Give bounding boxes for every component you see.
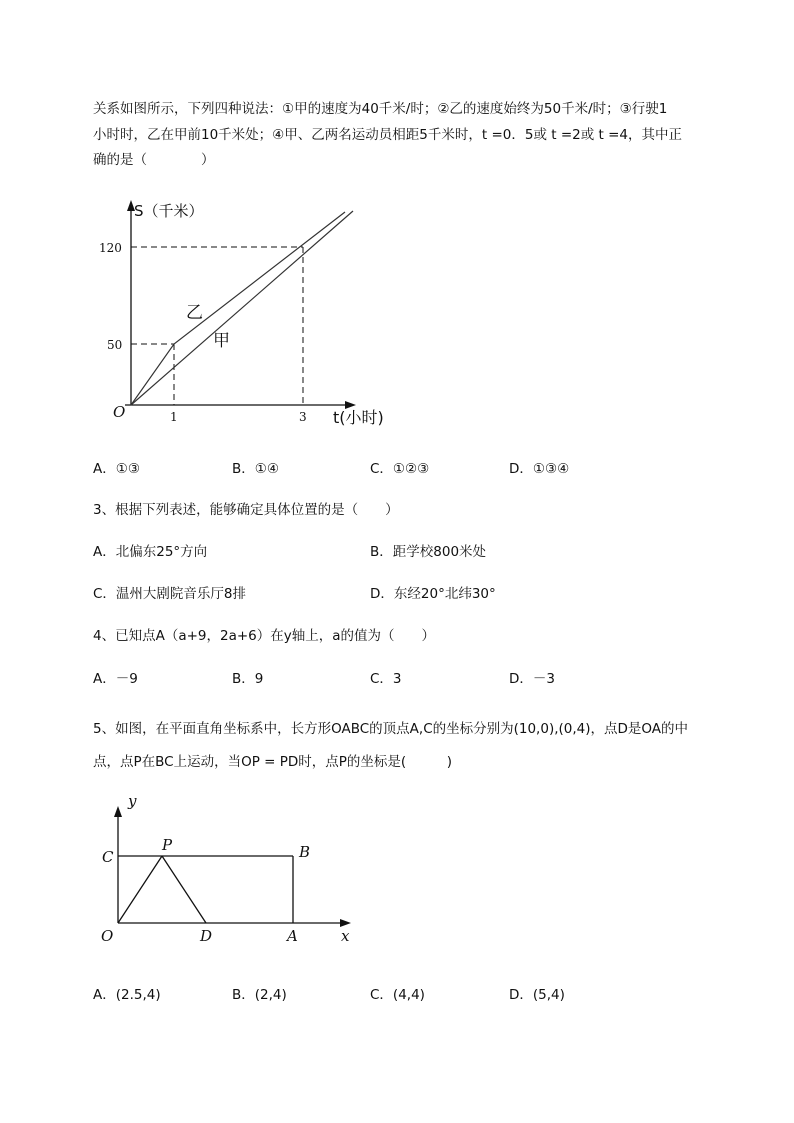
q2-tick-120: 120	[99, 241, 122, 255]
q4-option-c[interactable]: C．3	[370, 671, 402, 687]
q2-stem-line2: 小时时，乙在甲前10千米处；④甲、乙两名运动员相距5千米时，t =0．5或 t =2或 t =4，其中正	[93, 127, 682, 143]
q4-option-d[interactable]: D．－3	[509, 671, 555, 687]
q5-label-d: D	[200, 927, 213, 945]
q5-label-p: P	[162, 836, 173, 854]
q2-y-axis-label: S（千米）	[134, 202, 204, 220]
q5-option-b[interactable]: B．(2,4)	[232, 987, 287, 1003]
q3-stem: 3、根据下列表述，能够确定具体位置的是（ ）	[93, 502, 399, 518]
q2-tick-3: 3	[299, 410, 307, 424]
q5-label-a: A	[287, 927, 298, 945]
q2-option-d[interactable]: D．①③④	[509, 461, 570, 477]
q5-label-c: C	[102, 848, 114, 866]
q5-y-axis-arrow	[114, 806, 122, 817]
q3-option-d[interactable]: D．东经20°北纬30°	[370, 586, 496, 602]
q5-label-y: y	[128, 792, 137, 810]
q2-origin-label: O	[113, 403, 126, 421]
q2-stem-line1: 关系如图所示，下列四种说法：①甲的速度为40千米/时；②乙的速度始终为50千米/时；③行驶1	[93, 101, 668, 117]
q2-x-axis-label: t(小时)	[333, 408, 384, 427]
q2-stem-line3: 确的是（ ）	[93, 152, 215, 168]
q5-stem-line1: 5、如图，在平面直角坐标系中，长方形OABC的顶点A,C的坐标分别为(10,0),(0,4)，点D是OA的中	[93, 721, 689, 737]
q5-stem-line2: 点，点P在BC上运动，当OP = PD时，点P的坐标是( )	[93, 754, 452, 770]
q5-label-x: x	[341, 927, 350, 945]
q5-option-a[interactable]: A．(2.5,4)	[93, 987, 161, 1003]
q5-option-c[interactable]: C．(4,4)	[370, 987, 425, 1003]
q2-option-c[interactable]: C．①②③	[370, 461, 430, 477]
q2-option-a[interactable]: A．①③	[93, 461, 140, 477]
q3-option-c[interactable]: C．温州大剧院音乐厅8排	[93, 586, 247, 602]
q2-tick-1: 1	[170, 410, 178, 424]
q5-label-o: O	[101, 927, 114, 945]
q5-segment-op	[118, 856, 162, 923]
q3-option-b[interactable]: B．距学校800米处	[370, 544, 487, 560]
q2-label-jia: 甲	[213, 331, 230, 351]
q5-label-b: B	[299, 843, 311, 861]
q2-option-b[interactable]: B．①④	[232, 461, 279, 477]
q4-stem: 4、已知点A（a+9，2a+6）在y轴上，a的值为（ ）	[93, 628, 436, 644]
q2-label-yi: 乙	[186, 303, 203, 323]
q4-option-a[interactable]: A．－9	[93, 671, 138, 687]
q5-option-d[interactable]: D．(5,4)	[509, 987, 565, 1003]
q5-x-axis-arrow	[340, 919, 351, 927]
q4-option-b[interactable]: B．9	[232, 671, 264, 687]
q2-tick-50: 50	[107, 338, 123, 352]
q3-option-a[interactable]: A．北偏东25°方向	[93, 544, 208, 560]
q5-segment-pd	[162, 856, 206, 923]
